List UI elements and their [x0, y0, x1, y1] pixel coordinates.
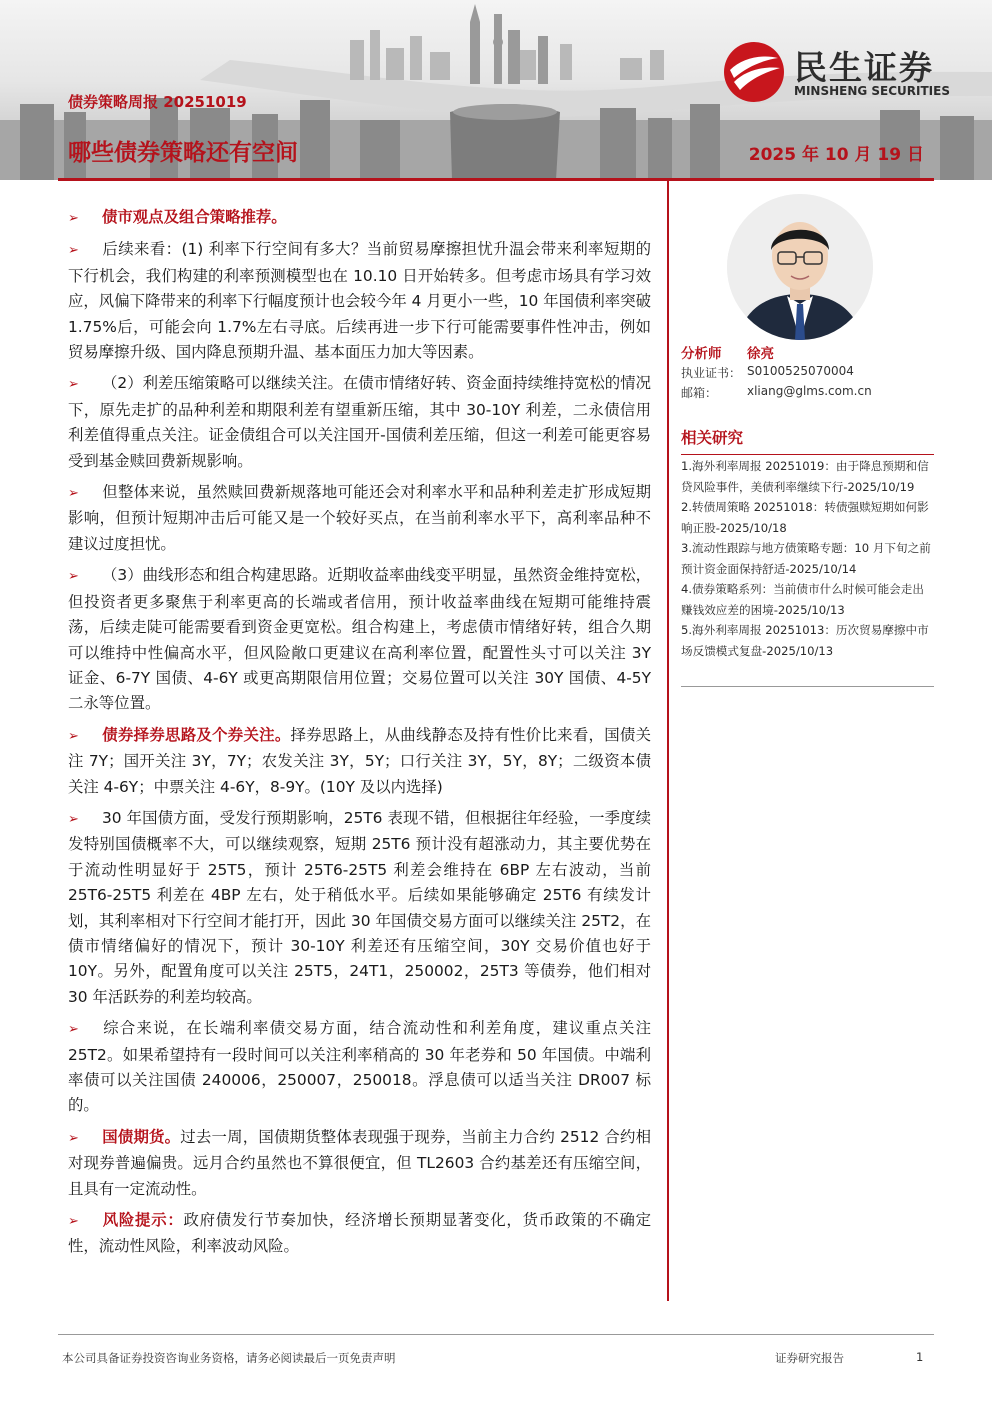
paragraph-text: 综合来说，在长端利率债交易方面，结合流动性和利差角度，建议重点关注 25T2。如果希望持有一段时间可以关注利率稍高的 30 年老券和 50 年国债。中端利率债可以关注国债 240006，250007，250018。浮息债可以适当关注 DR007 标的。 — [68, 1019, 651, 1115]
bullet-arrow-icon: ➢ — [68, 728, 79, 744]
email-link[interactable]: xliang@glms.com.cn — [747, 384, 872, 398]
paragraph-lead: 债券择券思路及个券关注。 — [102, 725, 291, 744]
paragraph — [68, 1208, 651, 1260]
paragraph — [68, 1125, 651, 1202]
paragraph-text: 但整体来说，虽然赎回费新规落地可能还会对利率水平和品种利差走扩形成短期影响，但预计短期冲击后可能又是一个较好买点，在当前利率水平下，高利率品种不建议过度担忧。 — [68, 483, 651, 553]
bullet-arrow-icon: ➢ — [68, 1214, 79, 1230]
logo-english-name: MINSHENG SECURITIES — [794, 84, 950, 98]
related-research-title: 相关研究 — [681, 426, 934, 455]
paragraph — [68, 480, 651, 557]
main-content — [68, 205, 651, 1266]
paragraph — [68, 205, 651, 231]
analyst-portrait-icon — [727, 194, 873, 340]
paragraph-text: 后续来看：(1) 利率下行空间有多大？当前贸易摩擦担忧升温会带来利率短期的下行机会，我们构建的利率预测模型也在 10.10 日开始转多。但考虑市场具有学习效应，风偏下降带来的利率下行幅度预计也会较今年 4 月更小一些，10 年国债利率突破 1.75%后，可能会向 1.7%左右寻底。后续再进一步下行可能需要事件性冲击，例如贸易摩擦升级、国内降息预期升温、基本面压力加大等因素。 — [68, 240, 651, 362]
paragraph — [68, 806, 651, 1010]
related-research-item[interactable]: 1.海外利率周报 20251019：由于降息预期和信贷风险事件，美债利率继续下行-2025/10/19 — [681, 459, 929, 494]
page-number: 1 — [916, 1350, 924, 1364]
paragraph-lead: 国债期货。 — [102, 1127, 181, 1146]
bullet-arrow-icon: ➢ — [68, 211, 79, 226]
minsheng-logo-icon — [722, 40, 786, 104]
bullet-arrow-icon: ➢ — [68, 1022, 79, 1038]
header-banner — [0, 0, 992, 180]
paragraph — [68, 563, 651, 716]
related-research-divider — [681, 686, 934, 687]
analyst-name: 徐亮 — [747, 346, 774, 362]
paragraph-text: （3）曲线形态和组合构建思路。近期收益率曲线变平明显，虽然资金维持宽松，但投资者更多聚焦于利率更高的长端或者信用，预计收益率曲线在短期可能维持震荡，后续走陡可能需要看到资金更宽松。组合构建上，考虑债市情绪好转，组合久期可以维持中性偏高水平，但风险敞口更建议在高利率位置，配置性头寸可以关注 3Y 证金、6-7Y 国债、4-6Y 或更高期限信用位置；交易位置可以关注 30Y 国债、4-5Y 二永等位置。 — [68, 566, 651, 713]
email-label: 邮箱： — [681, 386, 718, 400]
email-row — [681, 384, 872, 401]
paragraph-text: 过去一周，国债期货整体表现强于现券，当前主力合约 2512 合约相对现券普遍偏贵。远月合约虽然也不算很便宜，但 TL2603 合约基差还有压缩空间，且具有一定流动性。 — [68, 1127, 651, 1198]
footer-disclaimer: 本公司具备证券投资咨询业务资格，请务必阅读最后一页免责声明 — [62, 1351, 396, 1365]
footer-report-kind: 证券研究报告 — [775, 1351, 844, 1365]
report-title: 哪些债券策略还有空间 — [68, 140, 298, 166]
paragraph-text: 择券思路上，从曲线静态及持有性价比来看，国债关注 7Y；国开关注 3Y，7Y；农发关注 3Y，5Y；口行关注 3Y，5Y，8Y；二级资本债关注 4-6Y；中票关注 4-6Y，8-9Y。(10Y 及以内选择) — [68, 725, 651, 796]
related-research-item[interactable]: 2.转债周策略 20251018：转债强赎短期如何影响正股-2025/10/18 — [681, 500, 929, 535]
paragraph-text: 30 年国债方面，受发行预期影响，25T6 表现不错，但根据往年经验，一季度续发特别国债概率不大，可以继续观察，短期 25T6 预计没有超涨动力，其主要优势在于流动性明显好于 25T5，预计 25T6-25T5 利差会维持在 6BP 左右波动，当前 25T6-25T5 利差在 4BP 左右，处于稍低水平。后续如果能够确定 25T6 有续发计划，其利率相对下行空间才能打开，因此 30 年国债交易方面可以继续关注 25T2，在债市情绪偏好的情况下，预计 30-10Y 利差还有压缩空间，30Y 交易价值也好于 10Y。另外，配置角度可以关注 25T5，24T1，250002，25T3 等债券，他们相对 30 年活跃券的利差均较高。 — [68, 808, 651, 1006]
analyst-photo — [727, 194, 873, 340]
analyst-label: 分析师 — [681, 346, 722, 362]
paragraph-text: （2）利差压缩策略可以继续关注。在债市情绪好转、资金面持续维持宽松的情况下，原先走扩的品种利差和期限利差有望重新压缩，其中 30-10Y 利差，二永债信用利差值得重点关注。证金债组合可以关注国开-国债利差压缩，但这一利差可能更容易受到基金赎回费新规影响。 — [68, 374, 651, 470]
paragraph — [68, 1016, 651, 1119]
bullet-arrow-icon: ➢ — [68, 377, 79, 393]
paragraph — [68, 371, 651, 474]
company-logo — [722, 40, 972, 104]
bullet-arrow-icon: ➢ — [68, 811, 79, 827]
certificate-row — [681, 364, 854, 381]
report-type: 债券策略周报 20251019 — [68, 93, 247, 111]
footer-divider — [58, 1334, 934, 1335]
related-research-item[interactable]: 5.海外利率周报 20251013：历次贸易摩擦中市场反馈模式复盘-2025/10/13 — [681, 623, 929, 658]
column-divider — [667, 181, 669, 1301]
report-date: 2025 年 10 月 19 日 — [748, 145, 924, 165]
logo-chinese-name: 民生证券 — [794, 48, 934, 87]
header-divider — [58, 178, 934, 181]
certificate-value: S0100525070004 — [747, 364, 854, 378]
bullet-arrow-icon: ➢ — [68, 1130, 79, 1146]
paragraph-text: 政府债发行节奏加快，经济增长预期显著变化，货币政策的不确定性，流动性风险，利率波动风险。 — [68, 1211, 651, 1256]
paragraph — [68, 237, 651, 365]
related-research-list — [681, 456, 934, 661]
bullet-arrow-icon: ➢ — [68, 486, 79, 502]
paragraph — [68, 723, 651, 800]
paragraph-lead: 债市观点及组合策略推荐。 — [102, 208, 287, 226]
bullet-arrow-icon: ➢ — [68, 243, 79, 259]
paragraph-lead: 风险提示： — [102, 1211, 184, 1230]
certificate-label: 执业证书： — [681, 366, 742, 380]
related-research-item[interactable]: 3.流动性跟踪与地方债策略专题：10 月下旬之前预计资金面保持舒适-2025/10/14 — [681, 541, 931, 576]
bullet-arrow-icon: ➢ — [68, 569, 79, 585]
related-research-item[interactable]: 4.债券策略系列：当前债市什么时候可能会走出赚钱效应差的困境-2025/10/13 — [681, 582, 924, 617]
